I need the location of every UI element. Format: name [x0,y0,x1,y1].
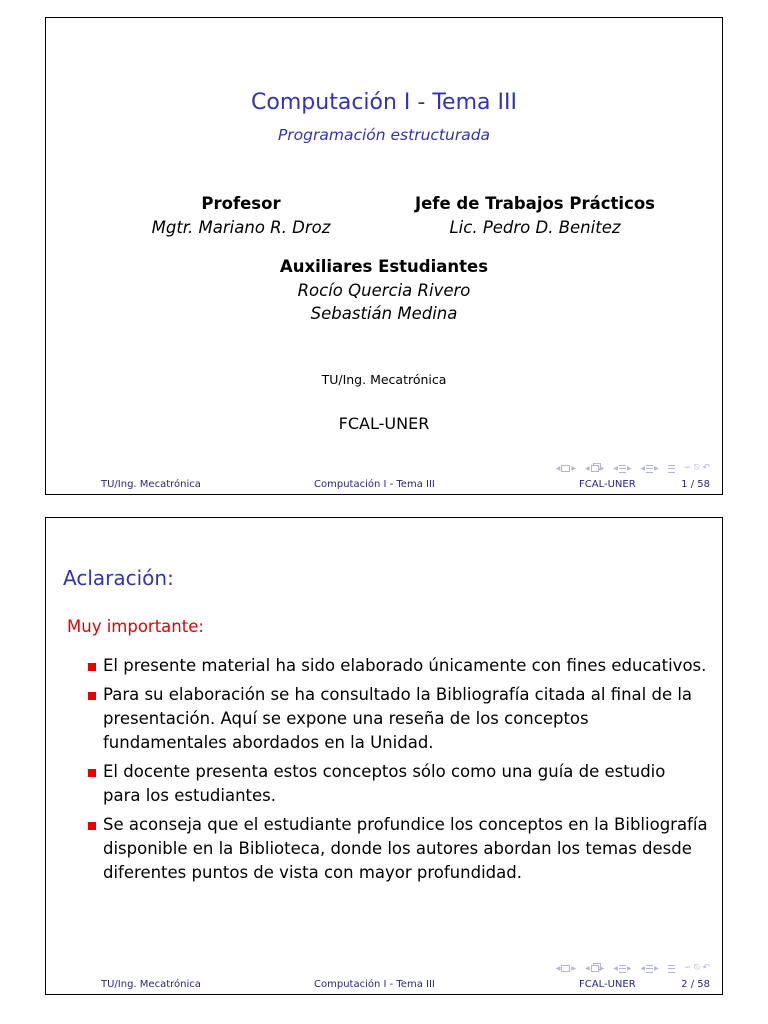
nav-search-icon[interactable]: ∽ ⍉ ↶ [683,463,710,473]
nav-section-icon[interactable]: ◀ ▶ [640,465,659,472]
professor-role: Profesor [201,194,281,213]
slide-footer [46,979,722,993]
professor-block [136,192,346,240]
footer-organization: FCAL-UNER [579,979,636,990]
nav-search-icon[interactable]: ∽ ⍉ ↶ [683,963,710,973]
footer-institute: TU/Ing. Mecatrónica [101,979,201,990]
frame-title: Aclaración: [63,566,174,590]
nav-section-icon[interactable]: ◀ ▶ [640,965,659,972]
nav-outline-icon[interactable] [668,465,675,473]
list-item [88,683,708,755]
square-bullet-icon [88,663,96,671]
nav-subsection-icon[interactable]: ◀ ▶ [613,465,632,472]
footer-organization: FCAL-UNER [579,479,636,490]
professor-name: Mgtr. Mariano R. Droz [151,218,331,237]
title-slide [45,17,723,495]
footer-title: Computación I - Tema III [314,479,435,490]
slide-footer [46,479,722,493]
navigation-symbols [556,964,710,973]
list-item-text: El presente material ha sido elaborado únicamente con fines educativos. [103,656,707,675]
disclaimer-slide [45,517,723,995]
alert-block-title: Muy importante: [67,617,204,636]
presentation-subtitle: Programación estructurada [277,126,491,144]
nav-outline-icon[interactable] [668,965,675,973]
footer-page-number: 2 / 58 [681,979,710,990]
footer-institute: TU/Ing. Mecatrónica [101,479,201,490]
square-bullet-icon [88,769,96,777]
disclaimer-list [88,654,708,890]
nav-slide-icon[interactable]: ◀ ▶ [555,465,577,472]
auxiliaries-role: Auxiliares Estudiantes [279,257,489,276]
footer-title: Computación I - Tema III [314,979,435,990]
jtp-role: Jefe de Trabajos Prácticos [414,194,656,213]
list-item [88,760,708,808]
list-item-text: Se aconseja que el estudiante profundice los conceptos en la Bibliografía disponible en la Biblioteca, donde los autores abordan los temas desde diferentes puntos de vista con mayor profundidad. [103,815,708,882]
auxiliary-name: Rocío Quercia Rivero [297,281,471,300]
institute-label: TU/Ing. Mecatrónica [321,372,447,387]
nav-subsection-icon[interactable]: ◀ ▶ [613,965,632,972]
square-bullet-icon [88,822,96,830]
list-item [88,813,708,885]
jtp-block [404,192,666,240]
list-item-text: Para su elaboración se ha consultado la Bibliografía citada al final de la presentación. Aquí se expone una reseña de los conceptos fundamentales abordados en la Unidad. [103,685,693,752]
square-bullet-icon [88,692,96,700]
footer-page-number: 1 / 58 [681,479,710,490]
presentation-title: Computación I - Tema III [251,90,517,115]
jtp-name: Lic. Pedro D. Benitez [449,218,621,237]
auxiliary-name: Sebastián Medina [310,304,458,323]
list-item-text: El docente presenta estos conceptos sólo como una guía de estudio para los estudiantes. [103,762,666,805]
date-label: FCAL-UNER [338,414,430,433]
navigation-symbols [556,464,710,473]
auxiliaries-block [46,255,722,325]
nav-slide-icon[interactable]: ◀ ▶ [555,965,577,972]
nav-frame-icon[interactable]: ◀ ▶ [585,465,605,472]
list-item [88,654,708,678]
nav-frame-icon[interactable]: ◀ ▶ [585,965,605,972]
